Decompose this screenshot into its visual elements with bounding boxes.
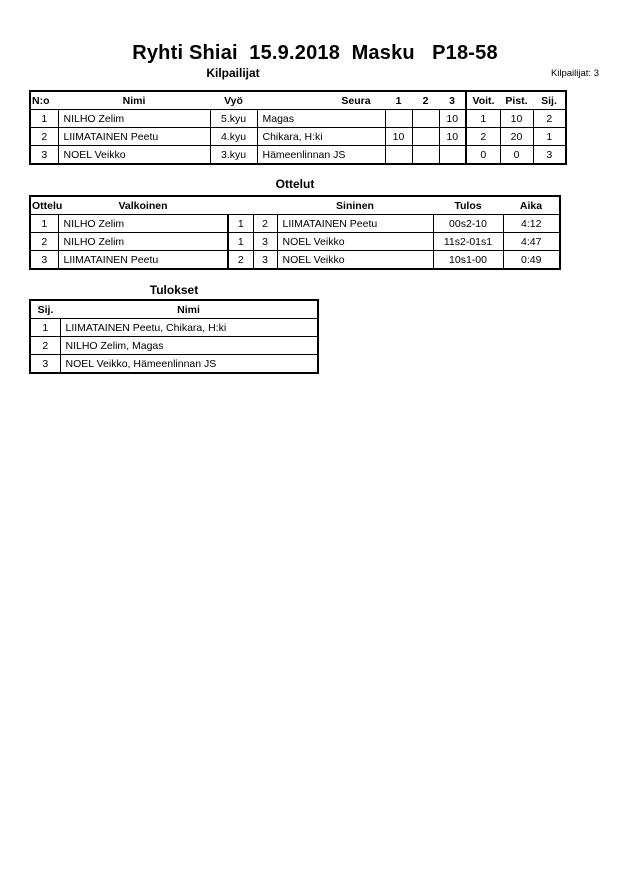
cell-round2 [412, 128, 439, 146]
cell-pist: 20 [500, 128, 533, 146]
tulokset-row [30, 355, 318, 374]
cell-aika: 4:47 [503, 233, 560, 251]
competitors-count-label: Kilpailijat: 3 [550, 68, 599, 79]
cell-valkoinen: NILHO Zelim [58, 233, 228, 251]
cell-pist: 0 [500, 146, 533, 165]
cell-sininen: NOEL Veikko [277, 233, 433, 251]
cell-voit: 2 [466, 128, 500, 146]
cell-round2 [412, 146, 439, 165]
col-header-round1: 1 [385, 91, 412, 110]
col-header-ottelu: Ottelu [30, 196, 58, 215]
cell-tulos: 00s2-10 [433, 215, 503, 233]
cell-tulos: 10s1-00 [433, 251, 503, 270]
cell-sij: 2 [533, 110, 566, 128]
cell-sij: 1 [30, 319, 60, 337]
cell-match-no: 3 [30, 251, 58, 270]
kilpailijat-row [30, 146, 566, 165]
cell-aika: 4:12 [503, 215, 560, 233]
cell-blue-number: 3 [253, 251, 277, 270]
section-title-tulokset: Tulokset [149, 283, 199, 297]
cell-sij: 3 [533, 146, 566, 165]
tulokset-header-row [30, 300, 318, 319]
col-header-round3: 3 [439, 91, 466, 110]
cell-seura: Magas [257, 110, 385, 128]
cell-round3 [439, 146, 466, 165]
col-header-sij: Sij. [30, 300, 60, 319]
col-header-voit: Voit. [466, 91, 500, 110]
cell-sininen: LIIMATAINEN Peetu [277, 215, 433, 233]
cell-nimi: LIIMATAINEN Peetu [58, 128, 210, 146]
cell-match-no: 2 [30, 233, 58, 251]
cell-sij: 1 [533, 128, 566, 146]
tulokset-row [30, 319, 318, 337]
cell-white-number: 1 [228, 233, 253, 251]
cell-no: 1 [30, 110, 58, 128]
tulokset-row [30, 337, 318, 355]
cell-valkoinen: NILHO Zelim [58, 215, 228, 233]
col-header-valkoinen: Valkoinen [58, 196, 228, 215]
kilpailijat-table [29, 90, 567, 165]
col-header-sij: Sij. [533, 91, 566, 110]
cell-round3: 10 [439, 128, 466, 146]
col-header-no: N:o [30, 91, 58, 110]
cell-nimi: NOEL Veikko [58, 146, 210, 165]
ottelut-row [30, 215, 560, 233]
section-title-ottelut: Ottelut [275, 177, 315, 191]
cell-nimi: NILHO Zelim [58, 110, 210, 128]
cell-voit: 1 [466, 110, 500, 128]
cell-nimi: NILHO Zelim, Magas [60, 337, 318, 355]
col-header-pist: Pist. [500, 91, 533, 110]
cell-blue-number: 2 [253, 215, 277, 233]
cell-white-number: 2 [228, 251, 253, 270]
cell-round1: 10 [385, 128, 412, 146]
cell-nimi: LIIMATAINEN Peetu, Chikara, H:ki [60, 319, 318, 337]
ottelut-table [29, 195, 561, 270]
cell-match-no: 1 [30, 215, 58, 233]
cell-round2 [412, 110, 439, 128]
cell-round1 [385, 146, 412, 165]
cell-white-number: 1 [228, 215, 253, 233]
cell-seura: Hämeenlinnan JS [257, 146, 385, 165]
cell-blue-number: 3 [253, 233, 277, 251]
ottelut-header-row [30, 196, 560, 215]
cell-vyo: 5.kyu [210, 110, 257, 128]
cell-no: 2 [30, 128, 58, 146]
ottelut-row [30, 233, 560, 251]
col-header-aika: Aika [503, 196, 560, 215]
col-header-round2: 2 [412, 91, 439, 110]
kilpailijat-row [30, 128, 566, 146]
cell-aika: 0:49 [503, 251, 560, 270]
col-header-vyo: Vyö [210, 91, 257, 110]
cell-nimi: NOEL Veikko, Hämeenlinnan JS [60, 355, 318, 374]
cell-round1 [385, 110, 412, 128]
col-header-white-number [228, 196, 253, 215]
cell-vyo: 3.kyu [210, 146, 257, 165]
cell-vyo: 4.kyu [210, 128, 257, 146]
cell-sij: 3 [30, 355, 60, 374]
col-header-nimi: Nimi [58, 91, 210, 110]
col-header-sininen: Sininen [277, 196, 433, 215]
section-title-kilpailijat: Kilpailijat [206, 66, 260, 80]
page-title: Ryhti Shiai 15.9.2018 Masku P18-58 [132, 42, 498, 64]
cell-tulos: 11s2-01s1 [433, 233, 503, 251]
col-header-blue-number [253, 196, 277, 215]
cell-voit: 0 [466, 146, 500, 165]
cell-round3: 10 [439, 110, 466, 128]
cell-pist: 10 [500, 110, 533, 128]
cell-valkoinen: LIIMATAINEN Peetu [58, 251, 228, 270]
col-header-tulos: Tulos [433, 196, 503, 215]
cell-sij: 2 [30, 337, 60, 355]
col-header-seura: Seura [257, 91, 385, 110]
tulokset-table [29, 299, 319, 374]
ottelut-row [30, 251, 560, 270]
cell-sininen: NOEL Veikko [277, 251, 433, 270]
cell-no: 3 [30, 146, 58, 165]
col-header-nimi: Nimi [60, 300, 318, 319]
kilpailijat-row [30, 110, 566, 128]
cell-seura: Chikara, H:ki [257, 128, 385, 146]
kilpailijat-header-row [30, 91, 566, 110]
